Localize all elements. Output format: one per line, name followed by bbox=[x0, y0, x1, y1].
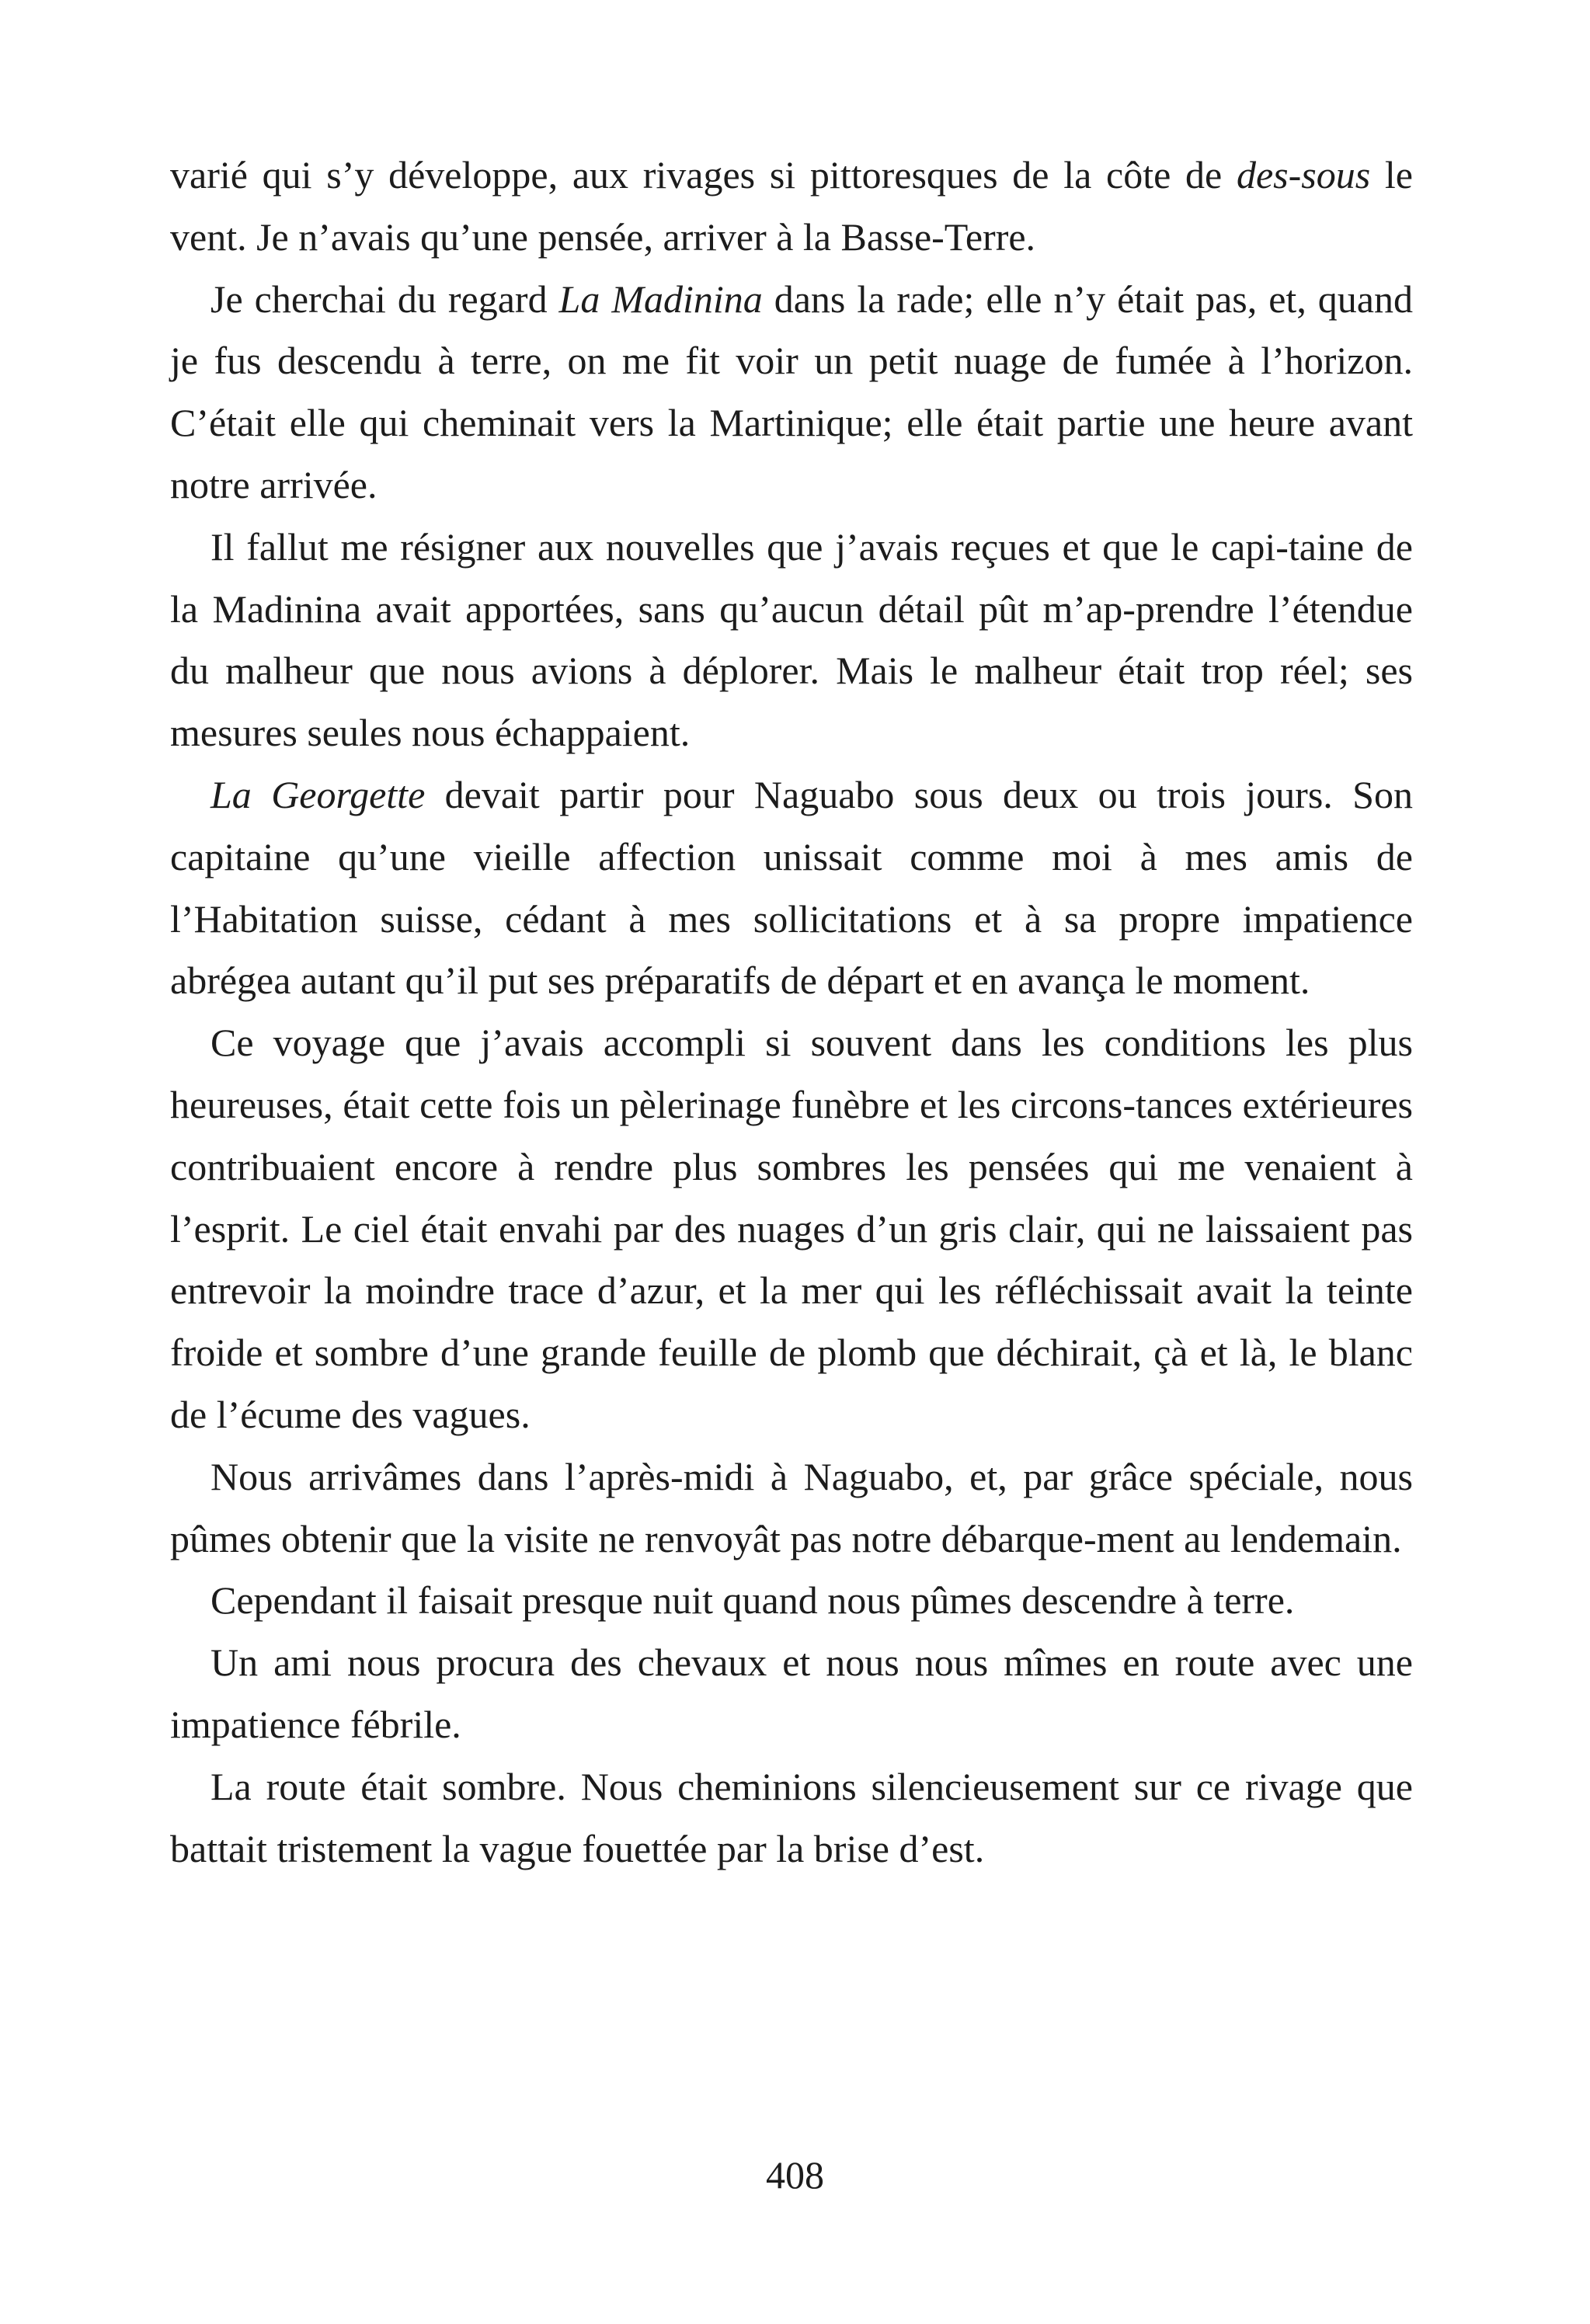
text-segment: varié qui s’y développe, aux rivages si pittoresques de la côte de bbox=[170, 153, 1237, 197]
italic-text-segment: La Georgette bbox=[210, 772, 426, 816]
text-segment: Cependant il faisait presque nuit quand nous pûmes descendre à terre. bbox=[210, 1578, 1295, 1623]
paragraph-5 bbox=[170, 1012, 1413, 1446]
text-segment: devait partir pour Naguabo sous deux ou trois jours. Son capitaine qu’une vieille affection unissait comme moi à mes amis de l’Habitation suisse, cédant à mes sollicitations et à sa propre impatience abrégea autant qu’il put ses préparatifs de départ et en avança le moment. bbox=[170, 772, 1413, 1003]
text-segment: La route était sombre. Nous cheminions silencieusement sur ce rivage que battait tristement la vague fouettée par la brise d’est. bbox=[170, 1764, 1413, 1870]
paragraph-4 bbox=[170, 764, 1413, 1012]
italic-text-segment: des-sous bbox=[1236, 153, 1371, 197]
paragraph-9 bbox=[170, 1756, 1413, 1880]
paragraph-3 bbox=[170, 517, 1413, 764]
paragraph-6 bbox=[170, 1446, 1413, 1571]
paragraph-2 bbox=[170, 269, 1413, 517]
paragraph-7 bbox=[170, 1570, 1413, 1632]
text-segment: le vent. Je n’avais qu’une pensée, arriver à la Basse-Terre. bbox=[170, 153, 1413, 259]
paragraph-1 bbox=[170, 144, 1413, 269]
italic-text-segment: La Madinina bbox=[558, 277, 763, 321]
text-segment: Il fallut me résigner aux nouvelles que j’avais reçues et que le capi-taine de la Madinina avait apportées, sans qu’aucun détail pût m’ap-prendre l’étendue du malheur que nous avions à déplorer. Mais le malheur était trop réel; ses mesures seules nous échappaient. bbox=[170, 524, 1413, 755]
paragraph-8 bbox=[170, 1632, 1413, 1756]
text-segment: Ce voyage que j’avais accompli si souvent dans les conditions les plus heureuses, était cette fois un pèlerinage funèbre et les circons-tances extérieures contribuaient encore à rendre plus sombres les pensées qui me venaient à l’esprit. Le ciel était envahi par des nuages d’un gris clair, qui ne laissaient pas entrevoir la moindre trace d’azur, et la mer qui les réfléchissait avait la teinte froide et sombre d’une grande feuille de plomb que déchirait, çà et là, le blanc de l’écume des vagues. bbox=[170, 1021, 1413, 1436]
text-segment: Je cherchai du regard bbox=[210, 277, 559, 321]
body-text bbox=[170, 144, 1413, 1880]
text-segment: Nous arrivâmes dans l’après-midi à Naguabo, et, par grâce spéciale, nous pûmes obtenir que la visite ne renvoyât pas notre débarque-ment au lendemain. bbox=[170, 1454, 1413, 1560]
text-segment: Un ami nous procura des chevaux et nous nous mîmes en route avec une impatience fébrile. bbox=[170, 1640, 1413, 1746]
page-number: 408 bbox=[766, 2153, 824, 2197]
text-segment: dans la rade; elle n’y était pas, et, quand je fus descendu à terre, on me fit voir un petit nuage de fumée à l’horizon. C’était elle qui cheminait vers la Martinique; elle était partie une heure avant notre arrivée. bbox=[170, 277, 1413, 506]
